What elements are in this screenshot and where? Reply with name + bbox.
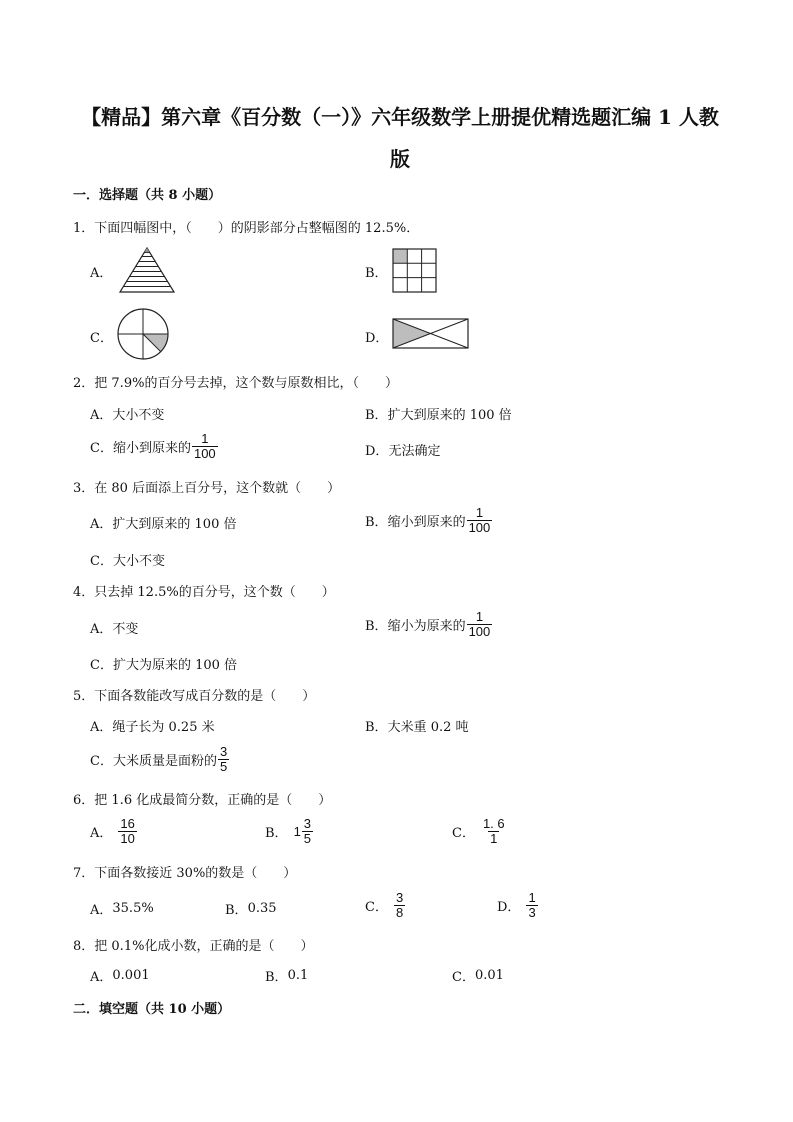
striped-triangle-figure [118, 247, 176, 293]
option-text: 35.5% [112, 901, 154, 916]
question-stem: 把 0.1%化成小数，正确的是（ ） [94, 939, 314, 954]
option-text: 扩大到原来的 100 倍 [112, 517, 237, 532]
question-number: 3． [73, 481, 95, 496]
option-label: C． [452, 826, 475, 841]
fraction [118, 817, 136, 846]
q1-option-c [90, 327, 113, 346]
option-label: C． [365, 900, 388, 915]
question-4 [73, 581, 335, 600]
rectangle-diagonals-figure [392, 318, 470, 350]
q7-option-b [225, 899, 277, 918]
q6-option-c [452, 817, 507, 846]
option-text: 大米质量是面粉的 [112, 754, 217, 769]
option-label: B． [365, 720, 388, 735]
question-number: 5． [73, 689, 95, 704]
q4-option-b [365, 610, 492, 639]
q8-option-b [265, 966, 308, 985]
option-label: C． [90, 554, 113, 569]
numerator: 3 [219, 744, 228, 759]
q8-option-a [90, 966, 150, 985]
option-label: C． [90, 658, 113, 673]
q3-option-b [365, 506, 492, 535]
q7-option-c [365, 891, 405, 920]
numerator: 1 [475, 505, 484, 520]
option-label: D． [365, 331, 389, 346]
question-number: 1． [73, 221, 95, 236]
numerator: 1 [528, 890, 536, 905]
q3-option-c [90, 550, 165, 569]
q8-option-c [452, 966, 504, 985]
option-text: 0.01 [474, 968, 504, 983]
fraction [218, 745, 229, 774]
denominator: 8 [395, 905, 404, 920]
question-1 [73, 217, 419, 236]
denominator: 5 [303, 831, 312, 846]
q6-option-a [90, 817, 137, 846]
q1-option-a [90, 262, 112, 281]
document-title-line2: 版 [390, 147, 410, 171]
q1-option-d [365, 327, 388, 346]
question-8 [73, 935, 313, 954]
fraction [526, 891, 537, 920]
option-text: 缩小到原来的 [112, 441, 191, 456]
q5-option-b [365, 716, 469, 735]
option-text: 缩小到原来的 [387, 515, 466, 530]
question-5 [73, 685, 315, 704]
question-stem: 下面各数能改写成百分数的是（ ） [94, 689, 316, 704]
question-3 [73, 477, 340, 496]
q7-option-d [497, 891, 538, 920]
option-label: A． [90, 826, 113, 841]
option-label: A． [90, 970, 113, 985]
option-text: 缩小为原来的 [387, 619, 466, 634]
option-label: B． [225, 903, 248, 918]
question-6 [73, 789, 331, 808]
option-label: A． [90, 266, 113, 281]
q7-option-a [90, 899, 154, 918]
option-text: 0.35 [247, 901, 277, 916]
fraction [302, 817, 313, 846]
question-number: 6． [73, 793, 95, 808]
option-label: D． [365, 444, 389, 459]
q4-option-a [90, 618, 138, 637]
option-text: 不变 [112, 622, 139, 637]
numerator: 3 [303, 816, 312, 831]
option-label: B． [365, 619, 388, 634]
q5-option-a [90, 716, 215, 735]
fraction [467, 506, 493, 535]
option-text: 绳子长为 0.25 米 [112, 720, 215, 735]
whole-number: 1 [293, 824, 301, 839]
numerator: 1 [475, 609, 484, 624]
denominator: 100 [468, 624, 491, 639]
option-text: 大小不变 [112, 554, 165, 569]
denominator: 100 [193, 446, 216, 461]
numerator: 1 [201, 431, 209, 446]
option-label: B． [365, 515, 388, 530]
option-text: 0.001 [112, 968, 150, 983]
option-label: C． [452, 970, 475, 985]
denominator: 10 [120, 831, 135, 846]
option-label: B． [365, 408, 388, 423]
section-heading-fill-blank: 二．填空题（共 10 小题） [73, 1002, 231, 1017]
q4-option-c [90, 654, 237, 673]
question-stem: 在 80 后面添上百分号，这个数就（ ） [94, 481, 341, 496]
fraction [467, 610, 493, 639]
numerator: 3 [395, 890, 404, 905]
question-number: 8． [73, 939, 95, 954]
option-label: A． [90, 517, 113, 532]
option-label: B． [365, 266, 388, 281]
option-label: C． [90, 441, 113, 456]
denominator: 5 [219, 759, 228, 774]
circle-sector-figure [116, 307, 170, 361]
option-label: A． [90, 720, 113, 735]
question-7 [73, 862, 296, 881]
option-label: D． [497, 900, 521, 915]
option-label: B． [265, 970, 288, 985]
question-stem: 下面四幅图中，（ ）的阴影部分占整幅图的 12.5%． [94, 221, 420, 236]
fraction [481, 817, 507, 846]
question-number: 2． [73, 376, 95, 391]
option-text: 大小不变 [112, 408, 165, 423]
question-2 [73, 372, 398, 391]
section-heading-choice: 一．选择题（共 8 小题） [73, 188, 222, 203]
option-label: A． [90, 903, 113, 918]
option-label: B． [265, 826, 288, 841]
q2-option-b [365, 404, 512, 423]
question-number: 7． [73, 866, 95, 881]
denominator: 100 [468, 520, 491, 535]
q2-option-a [90, 404, 164, 423]
option-label: A． [90, 408, 113, 423]
option-label: C． [90, 331, 113, 346]
option-text: 大米重 0.2 吨 [387, 720, 469, 735]
fraction [394, 891, 405, 920]
numerator: 16 [120, 816, 135, 831]
option-text: 扩大到原来的 100 倍 [387, 408, 512, 423]
q2-option-d [365, 440, 440, 459]
question-stem: 下面各数接近 30%的数是（ ） [94, 866, 297, 881]
question-stem: 只去掉 12.5%的百分号，这个数（ ） [94, 585, 335, 600]
q3-option-a [90, 513, 236, 532]
denominator: 1 [490, 831, 498, 846]
fraction [192, 432, 218, 461]
question-stem: 把 7.9%的百分号去掉，这个数与原数相比，（ ） [94, 376, 398, 391]
question-stem: 把 1.6 化成最简分数，正确的是（ ） [94, 793, 332, 808]
q2-option-c [90, 432, 218, 461]
denominator: 3 [528, 905, 536, 920]
option-text: 0.1 [287, 968, 309, 983]
numerator: 1. 6 [482, 816, 505, 831]
option-label: A． [90, 622, 113, 637]
grid-figure [392, 248, 438, 294]
q5-option-c [90, 745, 229, 774]
option-text: 扩大为原来的 100 倍 [112, 658, 238, 673]
option-label: C． [90, 754, 113, 769]
question-number: 4． [73, 585, 95, 600]
q6-option-b [265, 817, 313, 846]
document-title-line1: 【精品】第六章《百分数（一）》六年级数学上册提优精选题汇编 1 人教 [81, 105, 719, 129]
q1-option-b [365, 262, 388, 281]
option-text: 无法确定 [388, 444, 441, 459]
